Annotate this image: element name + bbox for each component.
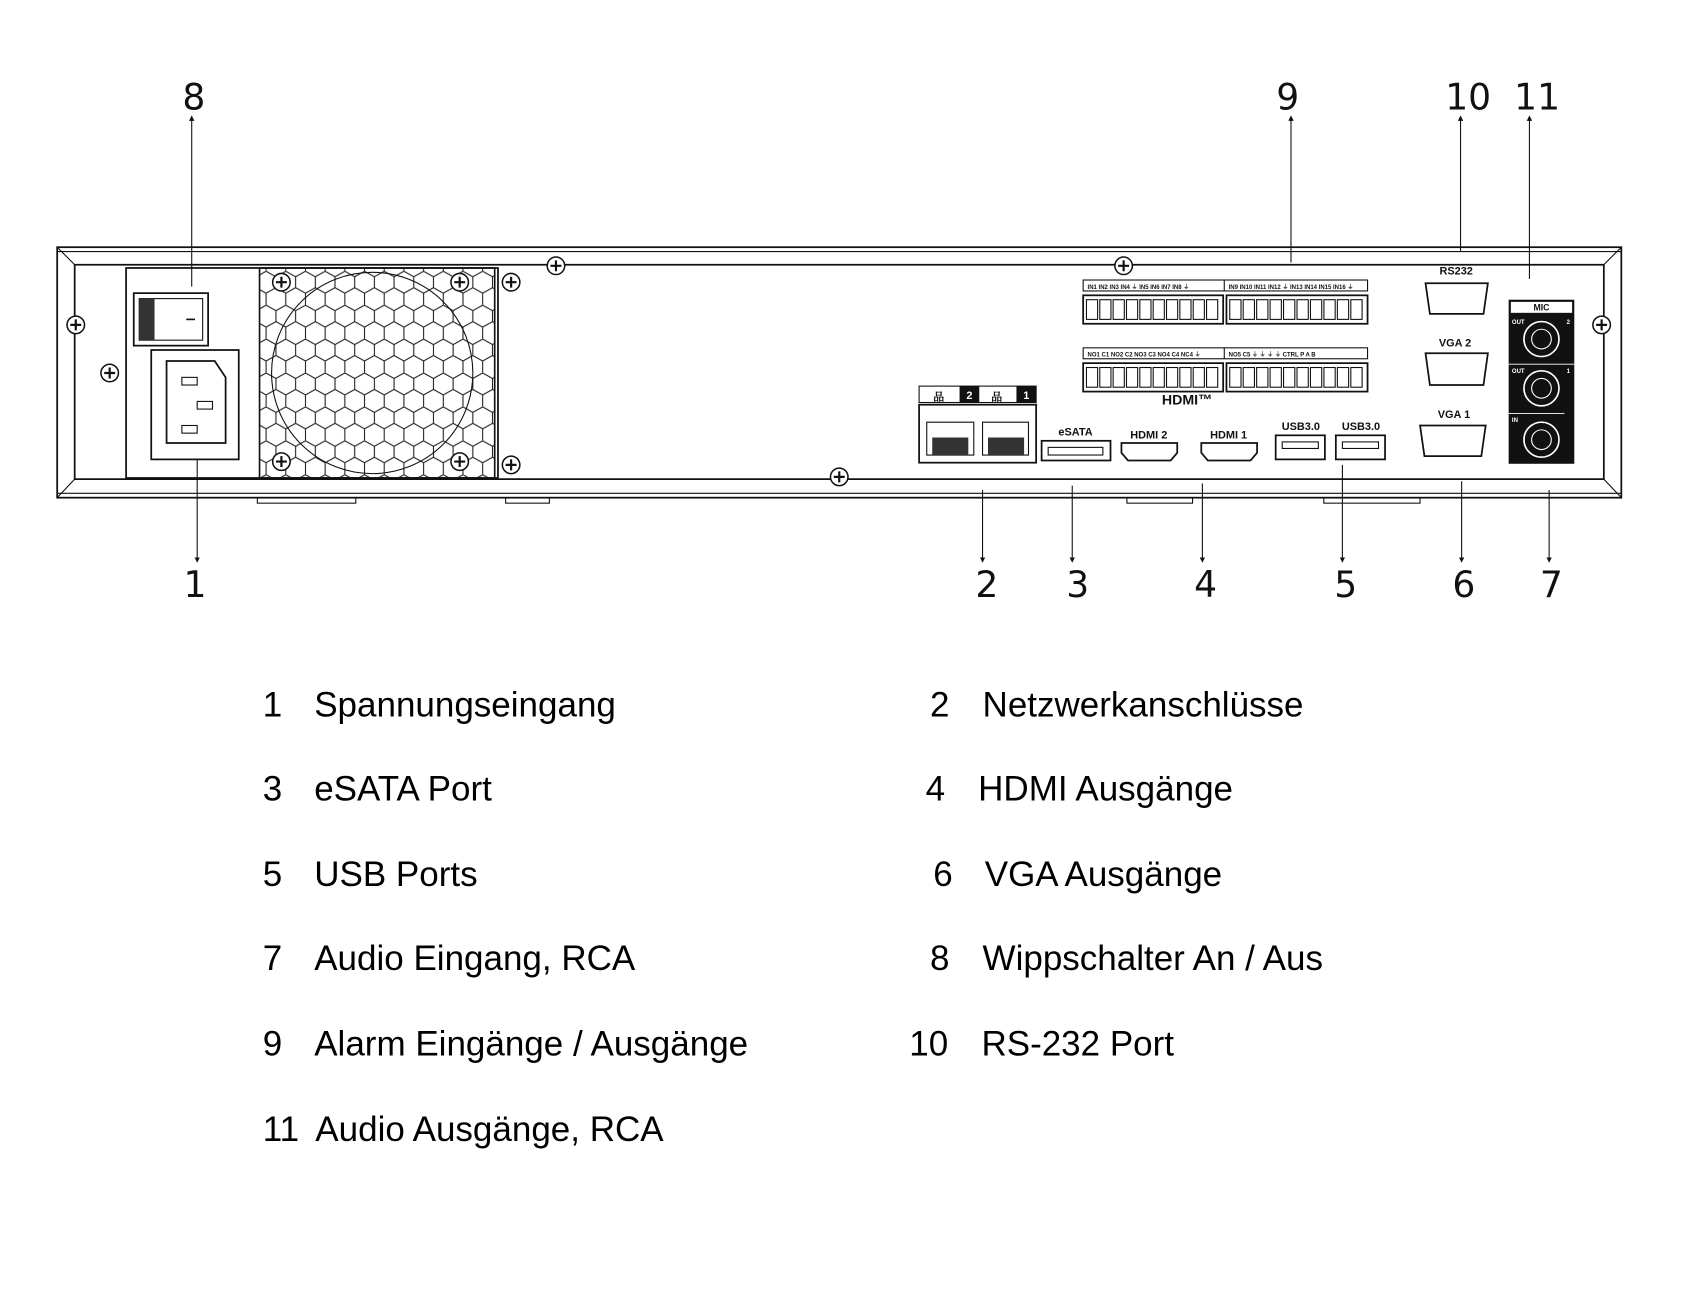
usb-label-1: USB3.0: [1281, 420, 1320, 433]
terminal-pin: [1153, 368, 1164, 388]
in-label: IN: [1511, 418, 1518, 425]
legend-text: Alarm Eingänge / Ausgänge: [314, 1024, 749, 1064]
terminal-pin: [1257, 300, 1268, 320]
legend: [263, 685, 1323, 1148]
legend-text: eSATA Port: [314, 769, 492, 809]
hdmi2-label: HDMI 2: [1130, 429, 1168, 442]
terminal-pin: [1284, 300, 1295, 320]
legend-num: 7: [262, 939, 283, 979]
esata-port[interactable]: [1042, 441, 1111, 461]
screw-icon: [1115, 257, 1133, 275]
terminal-pin: [1140, 300, 1151, 320]
usb-label-2: USB3.0: [1341, 420, 1381, 433]
rocker-switch[interactable]: [134, 293, 208, 346]
screw-icon: [451, 273, 469, 291]
network-ports[interactable]: [919, 386, 1036, 463]
legend-text: VGA Ausgänge: [984, 854, 1223, 894]
alarm-io-terminals[interactable]: [1083, 280, 1367, 392]
screw-icon: [547, 257, 565, 275]
legend-num: 3: [262, 769, 283, 809]
legend-num: 5: [262, 854, 283, 894]
terminal-pin: [1207, 368, 1218, 388]
legend-num: 2: [930, 685, 950, 725]
terminal-pin: [1086, 300, 1097, 320]
terminal-pin: [1167, 300, 1178, 320]
out1-num: 1: [1566, 368, 1570, 375]
terminal-pin: [1351, 368, 1362, 388]
legend-text: Audio Eingang, RCA: [314, 939, 636, 979]
vga2-port[interactable]: [1426, 353, 1488, 385]
terminal-pin: [1257, 368, 1268, 388]
terminal-pin: [1284, 368, 1295, 388]
terminal-pin: [1310, 300, 1321, 320]
legend-num: 11: [262, 1109, 300, 1149]
usb-port-1[interactable]: [1276, 435, 1325, 459]
callout-9: 9: [1276, 76, 1300, 119]
screw-icon: [101, 364, 119, 382]
terminal-pin: [1297, 300, 1308, 320]
terminal-pin: [1270, 368, 1281, 388]
terminal-pin: [1297, 368, 1308, 388]
esata-label: eSATA: [1058, 426, 1093, 439]
callout-2: 2: [975, 564, 999, 607]
terminal-pin: [1153, 300, 1164, 320]
alarm-out-label-1: NO1 C1 NO2 C2 NO3 C3 NO4 C4 NC4 ⏚: [1087, 352, 1201, 359]
screw-icon: [502, 456, 520, 474]
legend-text: Spannungseingang: [314, 685, 616, 725]
network-icon: 品: [933, 391, 945, 404]
terminal-pin: [1180, 368, 1191, 388]
audio-panel: [1509, 300, 1575, 464]
screw-icon: [502, 273, 520, 291]
callout-3: 3: [1066, 564, 1090, 607]
terminal-pin: [1100, 300, 1111, 320]
terminal-pin: [1243, 300, 1254, 320]
terminal-pin: [1337, 300, 1348, 320]
vga1-port[interactable]: [1420, 425, 1486, 456]
terminal-pin: [1193, 368, 1204, 388]
mic-label: MIC: [1533, 302, 1550, 313]
hdmi1-label: HDMI 1: [1210, 429, 1248, 442]
callout-7: 7: [1539, 564, 1563, 607]
terminal-pin: [1324, 368, 1335, 388]
usb-port-2[interactable]: [1336, 435, 1385, 459]
legend-num: 8: [930, 939, 950, 979]
terminal-pin: [1270, 300, 1281, 320]
terminal-pin: [1243, 368, 1254, 388]
network-icon: 品: [991, 391, 1003, 404]
power-input-socket[interactable]: [151, 350, 239, 459]
rs232-label: RS232: [1439, 265, 1473, 278]
legend-text: USB Ports: [314, 854, 478, 894]
legend-text: Wippschalter An / Aus: [982, 939, 1323, 979]
terminal-pin: [1113, 300, 1124, 320]
hdmi1-port[interactable]: [1201, 443, 1257, 461]
terminal-pin: [1351, 300, 1362, 320]
out1-label: OUT: [1511, 368, 1525, 375]
terminal-pin: [1180, 300, 1191, 320]
terminal-pin: [1207, 300, 1218, 320]
screw-icon: [1593, 316, 1611, 334]
screw-icon: [273, 453, 291, 471]
callout-5: 5: [1334, 564, 1358, 607]
alarm-in-label-2: IN9 IN10 IN11 IN12 ⏚ IN13 IN14 IN15 IN16 ⏚: [1228, 284, 1354, 291]
lan-1-label: 1: [1023, 390, 1030, 403]
power-module: [126, 268, 498, 478]
callout-10: 10: [1445, 76, 1492, 119]
legend-text: RS-232 Port: [981, 1024, 1175, 1064]
screw-icon: [830, 468, 848, 486]
callout-1: 1: [183, 564, 207, 607]
out2-label: OUT: [1511, 319, 1525, 326]
screw-icon: [273, 273, 291, 291]
terminal-pin: [1337, 368, 1348, 388]
terminal-pin: [1126, 300, 1137, 320]
screw-icon: [451, 453, 469, 471]
terminal-pin: [1230, 300, 1241, 320]
terminal-pin: [1126, 368, 1137, 388]
legend-text: Netzwerkanschlüsse: [982, 685, 1304, 725]
legend-num: 10: [909, 1024, 949, 1064]
terminal-pin: [1140, 368, 1151, 388]
legend-num: 6: [933, 854, 953, 894]
terminal-pin: [1310, 368, 1321, 388]
alarm-out-label-2: NO5 C5 ⏚ ⏚ ⏚ ⏚ CTRL P A B: [1228, 352, 1316, 359]
terminal-pin: [1113, 368, 1124, 388]
callout-6: 6: [1452, 564, 1476, 607]
lan-2-label: 2: [966, 390, 973, 403]
terminal-pin: [1230, 368, 1241, 388]
fan-grille: [260, 268, 495, 478]
callout-4: 4: [1194, 564, 1218, 607]
terminal-pin: [1193, 300, 1204, 320]
legend-num: 1: [262, 685, 283, 725]
legend-num: 4: [925, 769, 946, 809]
vga2-label: VGA 2: [1438, 337, 1472, 350]
callout-8: 8: [182, 76, 206, 119]
vga1-label: VGA 1: [1437, 408, 1471, 421]
callout-11: 11: [1514, 76, 1561, 119]
terminal-pin: [1167, 368, 1178, 388]
terminal-pin: [1324, 300, 1335, 320]
legend-text: Audio Ausgänge, RCA: [315, 1109, 664, 1149]
hdmi-logo: HDMI™: [1161, 392, 1213, 409]
alarm-in-label-1: IN1 IN2 IN3 IN4 ⏚ IN5 IN6 IN7 IN8 ⏚: [1087, 284, 1190, 291]
hdmi2-port[interactable]: [1121, 443, 1177, 461]
legend-text: HDMI Ausgänge: [978, 769, 1234, 809]
legend-num: 9: [262, 1024, 283, 1064]
terminal-pin: [1086, 368, 1097, 388]
terminal-pin: [1100, 368, 1111, 388]
rs232-port[interactable]: [1426, 283, 1488, 314]
out2-num: 2: [1566, 319, 1570, 326]
screw-icon: [67, 316, 85, 334]
